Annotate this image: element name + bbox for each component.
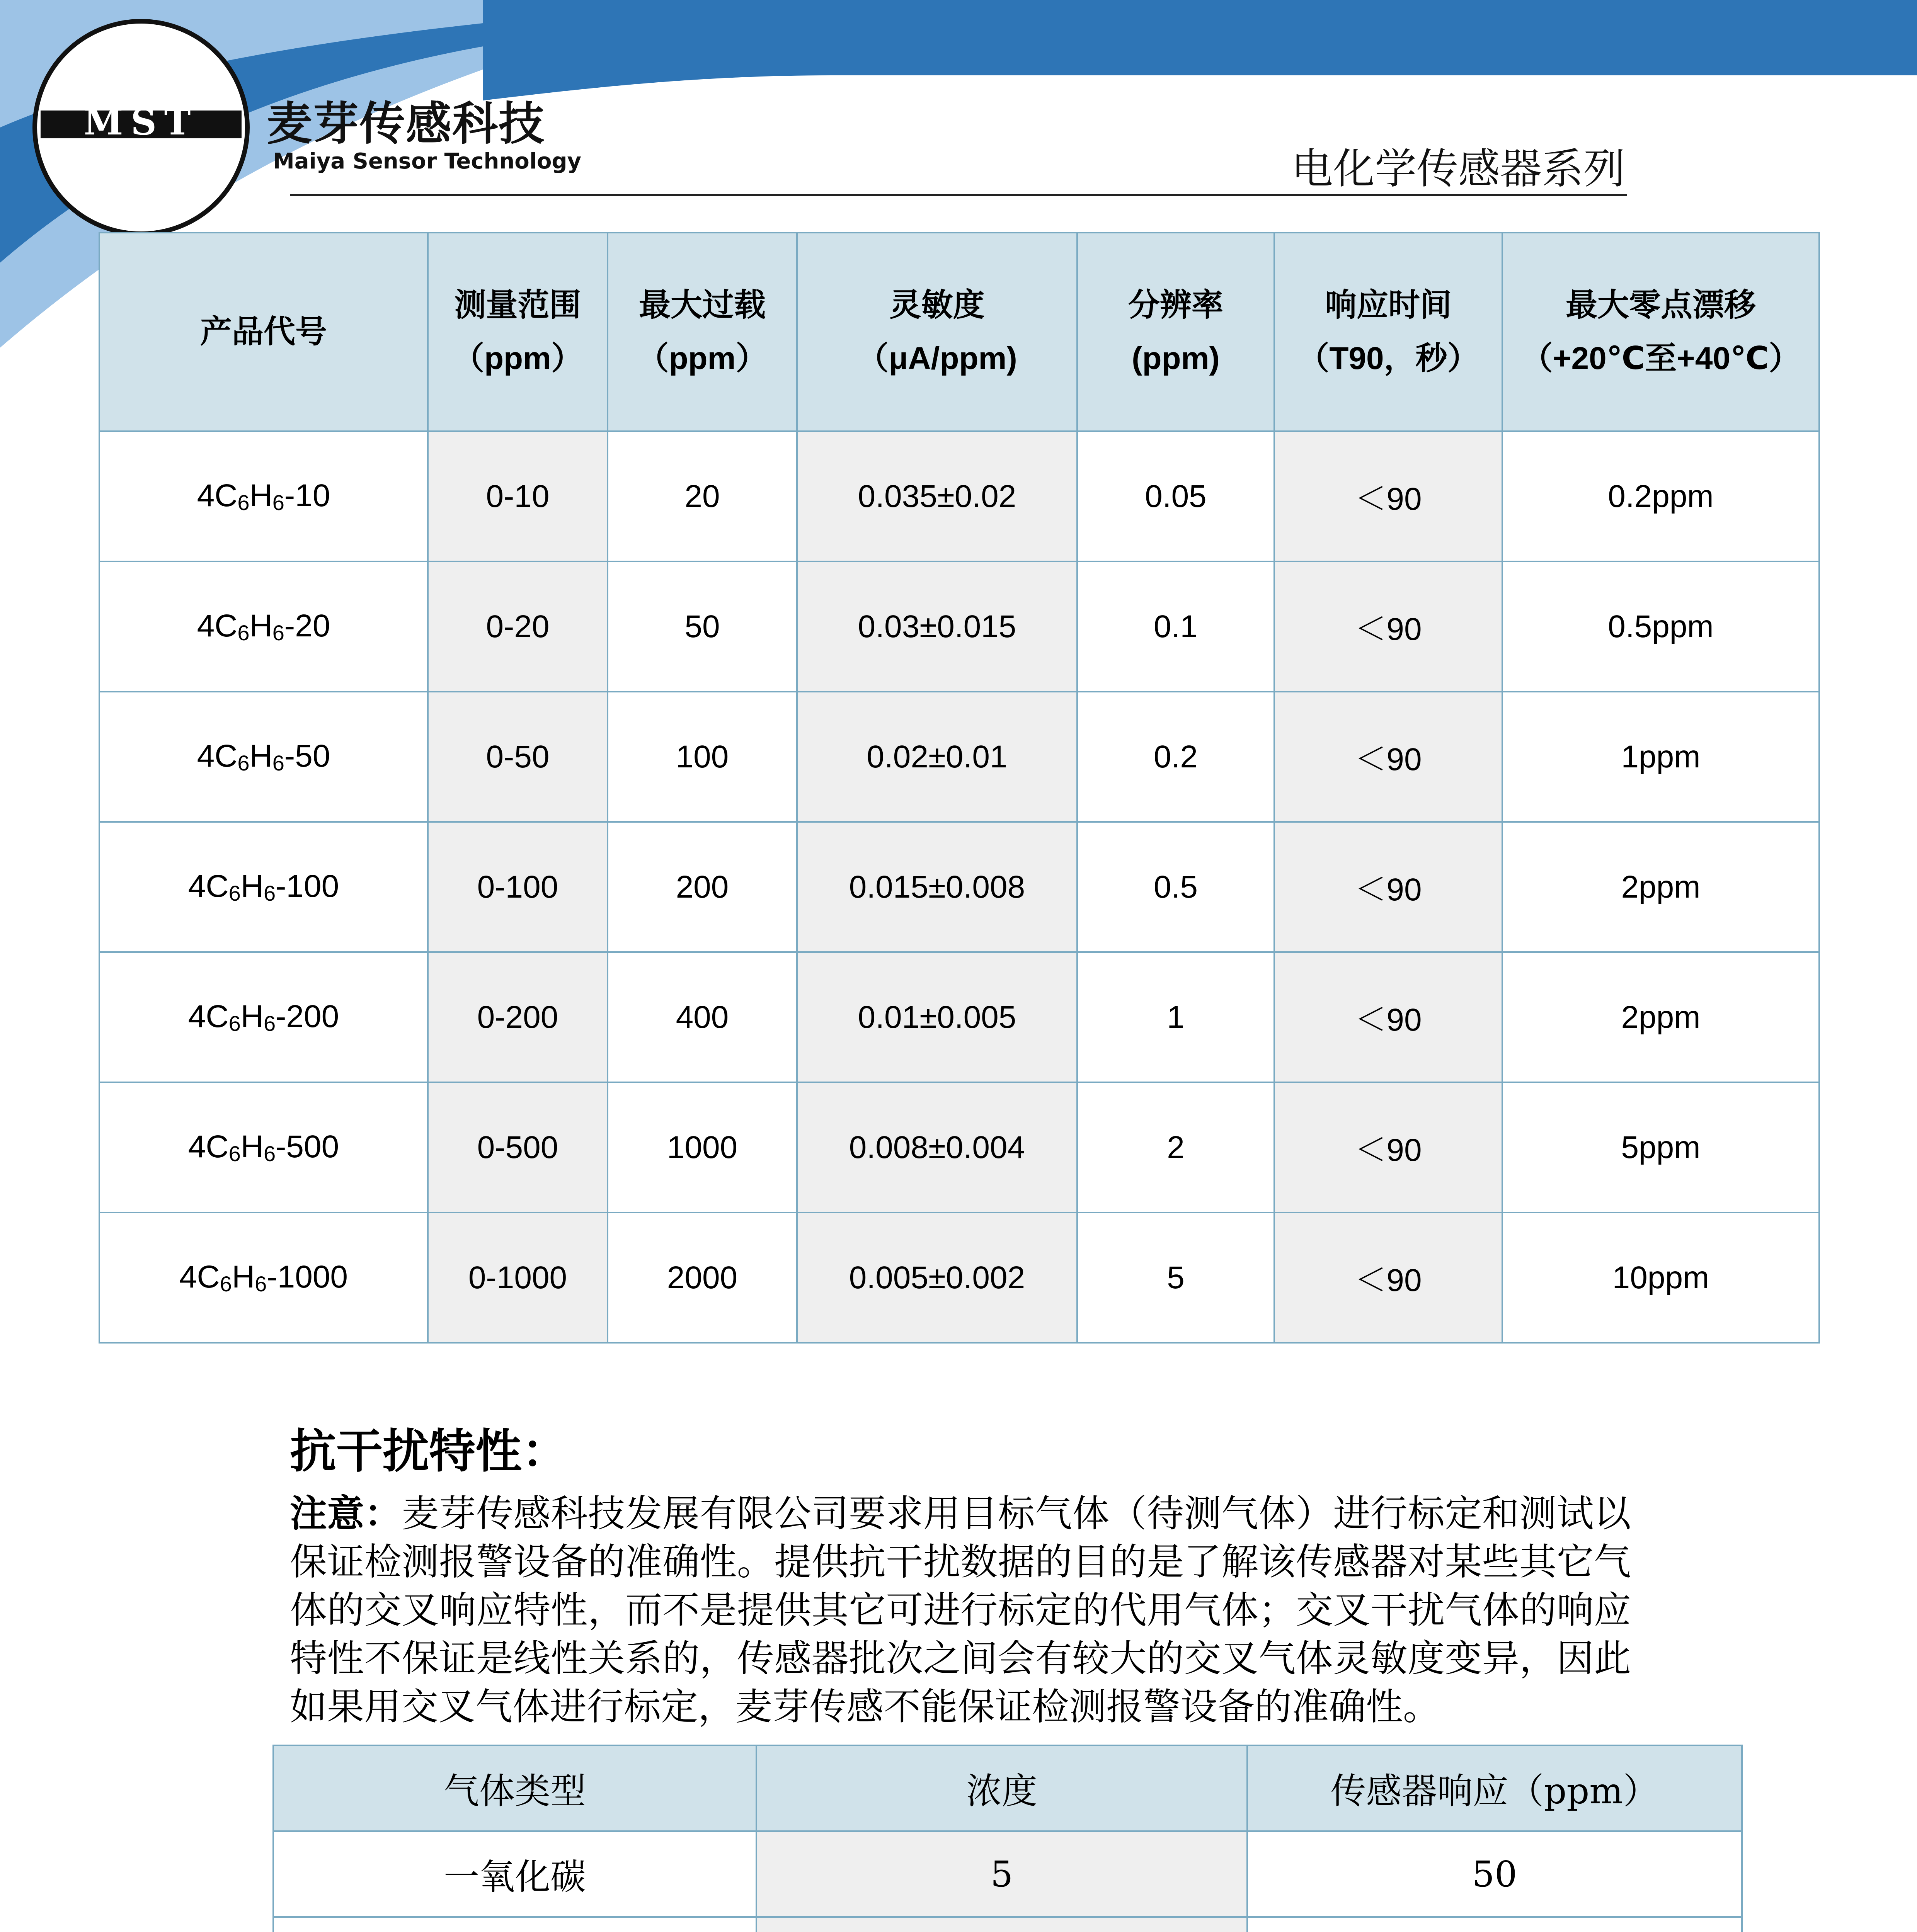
drift-cell: 2ppm: [1502, 822, 1819, 952]
header-sensitivity: 灵敏度 （μA/ppm): [797, 233, 1077, 431]
overload-cell: 400: [608, 952, 797, 1082]
resolution-cell: 0.5: [1077, 822, 1274, 952]
range-cell: 0-100: [428, 822, 608, 952]
overload-cell: 200: [608, 822, 797, 952]
header-gas-type: 气体类型: [273, 1745, 756, 1831]
sensor-response-cell: [1247, 1917, 1742, 1932]
drift-cell: 5ppm: [1502, 1082, 1819, 1213]
header-concentration: 浓度: [756, 1745, 1247, 1831]
resolution-cell: 0.2: [1077, 692, 1274, 822]
product-code: $4C_6H_6-20$: [99, 561, 428, 692]
drift-cell: 10ppm: [1502, 1213, 1819, 1343]
interference-title: 抗干扰特性：: [290, 1425, 568, 1478]
header-range: 测量范围 （ppm）: [428, 233, 608, 431]
product-code: $4C_6H_6-1000$: [99, 1213, 428, 1343]
product-code: $4C_6H_6-10$: [99, 431, 428, 561]
spec-table-row: [99, 822, 1819, 952]
sensitivity-cell: 0.03±0.015: [797, 561, 1077, 692]
spec-table-header-row: [99, 233, 1819, 431]
note-label: 注意：: [290, 1492, 402, 1535]
overload-cell: 2000: [608, 1213, 797, 1343]
response-cell: ＜90: [1274, 1082, 1502, 1213]
concentration-cell: [756, 1917, 1247, 1932]
sensitivity-cell: 0.015±0.008: [797, 822, 1077, 952]
sensitivity-cell: 0.035±0.02: [797, 431, 1077, 561]
header-underline: [290, 194, 1627, 196]
gas-type-cell: [273, 1917, 756, 1932]
gas-table: [272, 1745, 1743, 1932]
sensitivity-cell: 0.02±0.01: [797, 692, 1077, 822]
header-dark-band: [483, 0, 1917, 100]
concentration-cell: 5: [756, 1831, 1247, 1917]
product-code: $4C_6H_6-200$: [99, 952, 428, 1082]
sensor-response-cell: 50: [1247, 1831, 1742, 1917]
spec-table-row: [99, 952, 1819, 1082]
series-title: 电化学传感器系列: [1291, 145, 1625, 193]
range-cell: 0-10: [428, 431, 608, 561]
gas-table-row: [273, 1917, 1742, 1932]
header-overload: 最大过载 （ppm）: [608, 233, 797, 431]
header-sensor-response: 传感器响应（ppm）: [1247, 1745, 1742, 1831]
note-text: 麦芽传感科技发展有限公司要求用目标气体（待测气体）进行标定和测试以保证检测报警设备的准确性。提供抗干扰数据的目的是了解该传感器对某些其它气体的交叉响应特性，而不是提供其它可进行标定的代用气体；交叉干扰气体的响应特性不保证是线性关系的，传感器批次之间会有较大的交叉气体灵敏度变异，因此如果用交叉气体进行标定，麦芽传感不能保证检测报警设备的准确性。: [290, 1492, 1631, 1728]
product-code: $4C_6H_6-500$: [99, 1082, 428, 1213]
logo-text: MST: [83, 101, 199, 143]
resolution-cell: 1: [1077, 952, 1274, 1082]
sensitivity-cell: 0.008±0.004: [797, 1082, 1077, 1213]
response-cell: ＜90: [1274, 561, 1502, 692]
drift-cell: 2ppm: [1502, 952, 1819, 1082]
overload-cell: 1000: [608, 1082, 797, 1213]
spec-table-row: [99, 692, 1819, 822]
range-cell: 0-20: [428, 561, 608, 692]
spec-table-row: [99, 561, 1819, 692]
drift-cell: 0.2ppm: [1502, 431, 1819, 561]
spec-table-row: [99, 1082, 1819, 1213]
resolution-cell: 2: [1077, 1082, 1274, 1213]
response-cell: ＜90: [1274, 431, 1502, 561]
response-cell: ＜90: [1274, 692, 1502, 822]
drift-cell: 0.5ppm: [1502, 561, 1819, 692]
drift-cell: 1ppm: [1502, 692, 1819, 822]
header-zero-drift: 最大零点漂移 （+20℃至+40℃）: [1502, 233, 1819, 431]
gas-table-row: [273, 1831, 1742, 1917]
overload-cell: 100: [608, 692, 797, 822]
spec-table-row: [99, 1213, 1819, 1343]
spec-table-row: [99, 431, 1819, 561]
interference-note: [290, 1490, 1631, 1731]
company-name-cn: 麦芽传感科技: [267, 97, 545, 150]
range-cell: 0-200: [428, 952, 608, 1082]
overload-cell: 20: [608, 431, 797, 561]
resolution-cell: 0.05: [1077, 431, 1274, 561]
gas-type-cell: 一氧化碳: [273, 1831, 756, 1917]
header-resolution: 分辨率 (ppm): [1077, 233, 1274, 431]
overload-cell: 50: [608, 561, 797, 692]
response-cell: ＜90: [1274, 1213, 1502, 1343]
sensitivity-cell: 0.01±0.005: [797, 952, 1077, 1082]
range-cell: 0-500: [428, 1082, 608, 1213]
product-code: $4C_6H_6-100$: [99, 822, 428, 952]
company-name-en: Maiya Sensor Technology: [273, 149, 581, 174]
range-cell: 0-50: [428, 692, 608, 822]
header-response-time: 响应时间 （T90，秒）: [1274, 233, 1502, 431]
spec-table: [99, 232, 1820, 1344]
response-cell: ＜90: [1274, 952, 1502, 1082]
product-code: $4C_6H_6-50$: [99, 692, 428, 822]
gas-table-header-row: [273, 1745, 1742, 1831]
response-cell: ＜90: [1274, 822, 1502, 952]
range-cell: 0-1000: [428, 1213, 608, 1343]
resolution-cell: 5: [1077, 1213, 1274, 1343]
sensitivity-cell: 0.005±0.002: [797, 1213, 1077, 1343]
header-product-code: 产品代号: [99, 233, 428, 431]
resolution-cell: 0.1: [1077, 561, 1274, 692]
